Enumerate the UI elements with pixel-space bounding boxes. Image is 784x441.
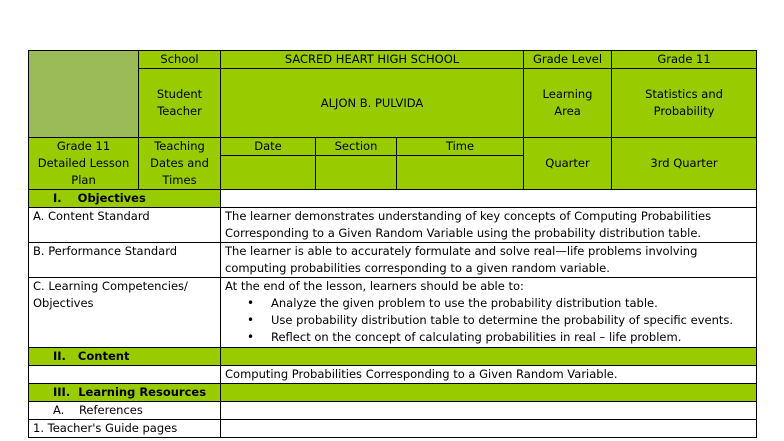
grade-level-label: Grade Level — [524, 51, 612, 69]
quarter-value: 3rd Quarter — [612, 138, 757, 190]
competencies-cell — [221, 278, 757, 348]
learning-area-label: Learning Area — [524, 69, 612, 138]
content-heading-blank — [221, 348, 757, 366]
content-label-blank — [29, 366, 221, 384]
section-value — [316, 156, 397, 190]
grade-level-value: Grade 11 — [612, 51, 757, 69]
competency-item: • Use probability distribution table to determine the probability of specific events. — [271, 312, 752, 329]
objectives-heading-blank — [221, 190, 757, 208]
learning-area-value: Statistics and Probability — [612, 69, 757, 138]
content-standard-label: A. Content Standard — [29, 208, 221, 243]
student-teacher-label: Student Teacher — [139, 69, 221, 138]
performance-standard-label: B. Performance Standard — [29, 243, 221, 278]
competency-item: • Analyze the given problem to use the probability distribution table. — [271, 295, 752, 312]
resources-heading-blank — [221, 384, 757, 402]
resources-heading: III. Learning Resources — [29, 384, 221, 402]
competency-item: • Reflect on the concept of calculating probabilities in real – life problem. — [271, 329, 752, 346]
quarter-label: Quarter — [524, 138, 612, 190]
section-label: Section — [316, 138, 397, 156]
objectives-heading: I. Objectives — [29, 190, 221, 208]
content-heading: II. Content — [29, 348, 221, 366]
content-text: Computing Probabilities Corresponding to a Given Random Variable. — [221, 366, 757, 384]
lesson-plan-table — [28, 50, 757, 438]
school-label: School — [139, 51, 221, 69]
time-value — [397, 156, 524, 190]
student-teacher-value: ALJON B. PULVIDA — [221, 69, 524, 138]
references-blank — [221, 402, 757, 420]
time-label: Time — [397, 138, 524, 156]
school-value: SACRED HEART HIGH SCHOOL — [221, 51, 524, 69]
performance-standard-text: The learner is able to accurately formulate and solve real—life problems involving computing probabilities corresponding to a given random variable. — [221, 243, 757, 278]
plan-label: Grade 11 Detailed Lesson Plan — [29, 138, 139, 190]
date-label: Date — [221, 138, 316, 156]
teachers-guide-label: 1. Teacher's Guide pages — [29, 420, 221, 438]
references-label: A. References — [29, 402, 221, 420]
logo-placeholder — [29, 51, 139, 138]
competencies-intro: At the end of the lesson, learners should be able to: — [225, 279, 524, 293]
teaching-dates-label: Teaching Dates and Times — [139, 138, 221, 190]
competencies-label: C. Learning Competencies/ Objectives — [29, 278, 221, 348]
competencies-list — [225, 295, 752, 346]
content-standard-text: The learner demonstrates understanding of key concepts of Computing Probabilities Corresponding to a Given Random Variable using the probability distribution table. — [221, 208, 757, 243]
date-value — [221, 156, 316, 190]
teachers-guide-blank — [221, 420, 757, 438]
